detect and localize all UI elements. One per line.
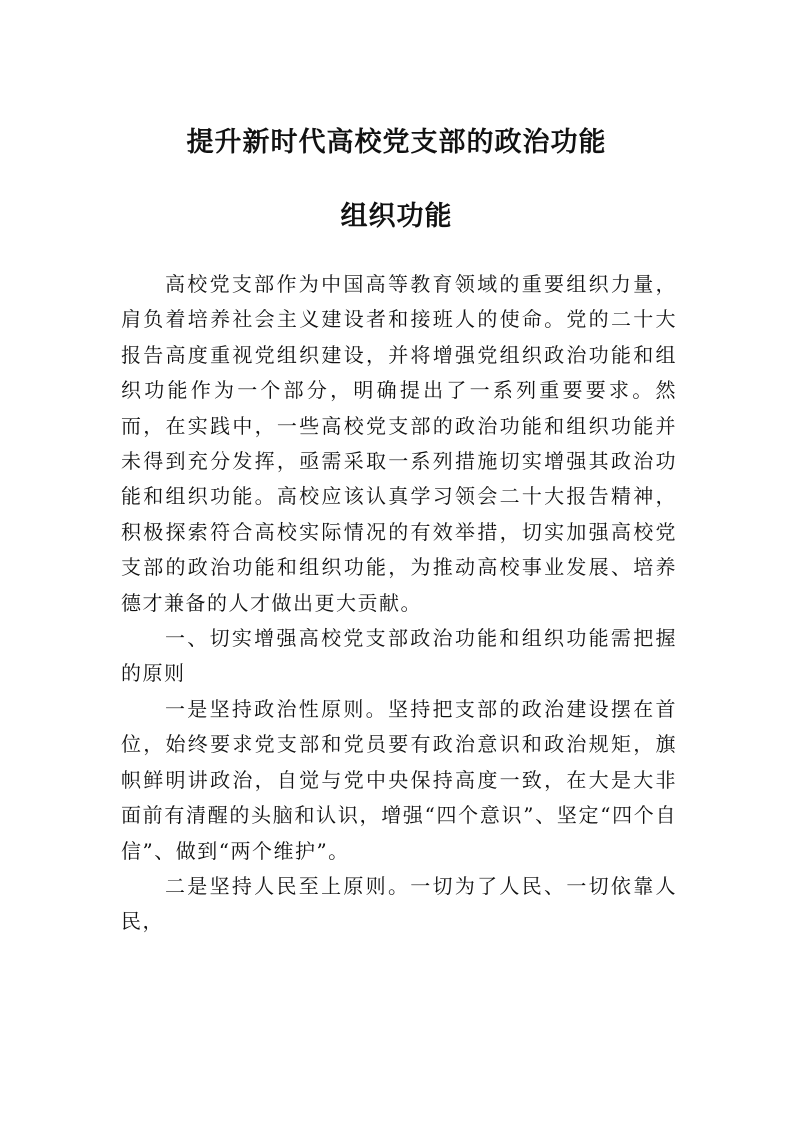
- document-body: [121, 267, 677, 940]
- paragraph-principle-people: 二是坚持人民至上原则。一切为了人民、一切依靠人民，: [121, 873, 677, 934]
- paragraph-intro: 高校党支部作为中国高等教育领域的重要组织力量，肩负着培养社会主义建设者和接班人的使命。党的二十大报告高度重视党组织建设，并将增强党组织政治功能和组织功能作为一个部分，明确提出了一系列重要要求。然而，在实践中，一些高校党支部的政治功能和组织功能并未得到充分发挥，亟需采取一系列措施切实增强其政治功能和组织功能。高校应该认真学习领会二十大报告精神，积极探索符合高校实际情况的有效举措，切实加强高校党支部的政治功能和组织功能，为推动高校事业发展、培养德才兼备的人才做出更大贡献。: [121, 272, 677, 615]
- paragraph-principle-political: 一是坚持政治性原则。坚持把支部的政治建设摆在首位，始终要求党支部和党员要有政治意识和政治规矩，旗帜鲜明讲政治，自觉与党中央保持高度一致，在大是大非面前有清醒的头脑和认识，增强“四个意识”、坚定“四个自信”、做到“两个维护”。: [121, 696, 677, 863]
- document-title-line-1: 提升新时代高校党支部的政治功能: [186, 127, 607, 158]
- document-title-line-2: 组织功能: [340, 201, 453, 232]
- section-heading-principles: 一、切实增强高校党支部政治功能和组织功能需把握的原则: [121, 626, 677, 686]
